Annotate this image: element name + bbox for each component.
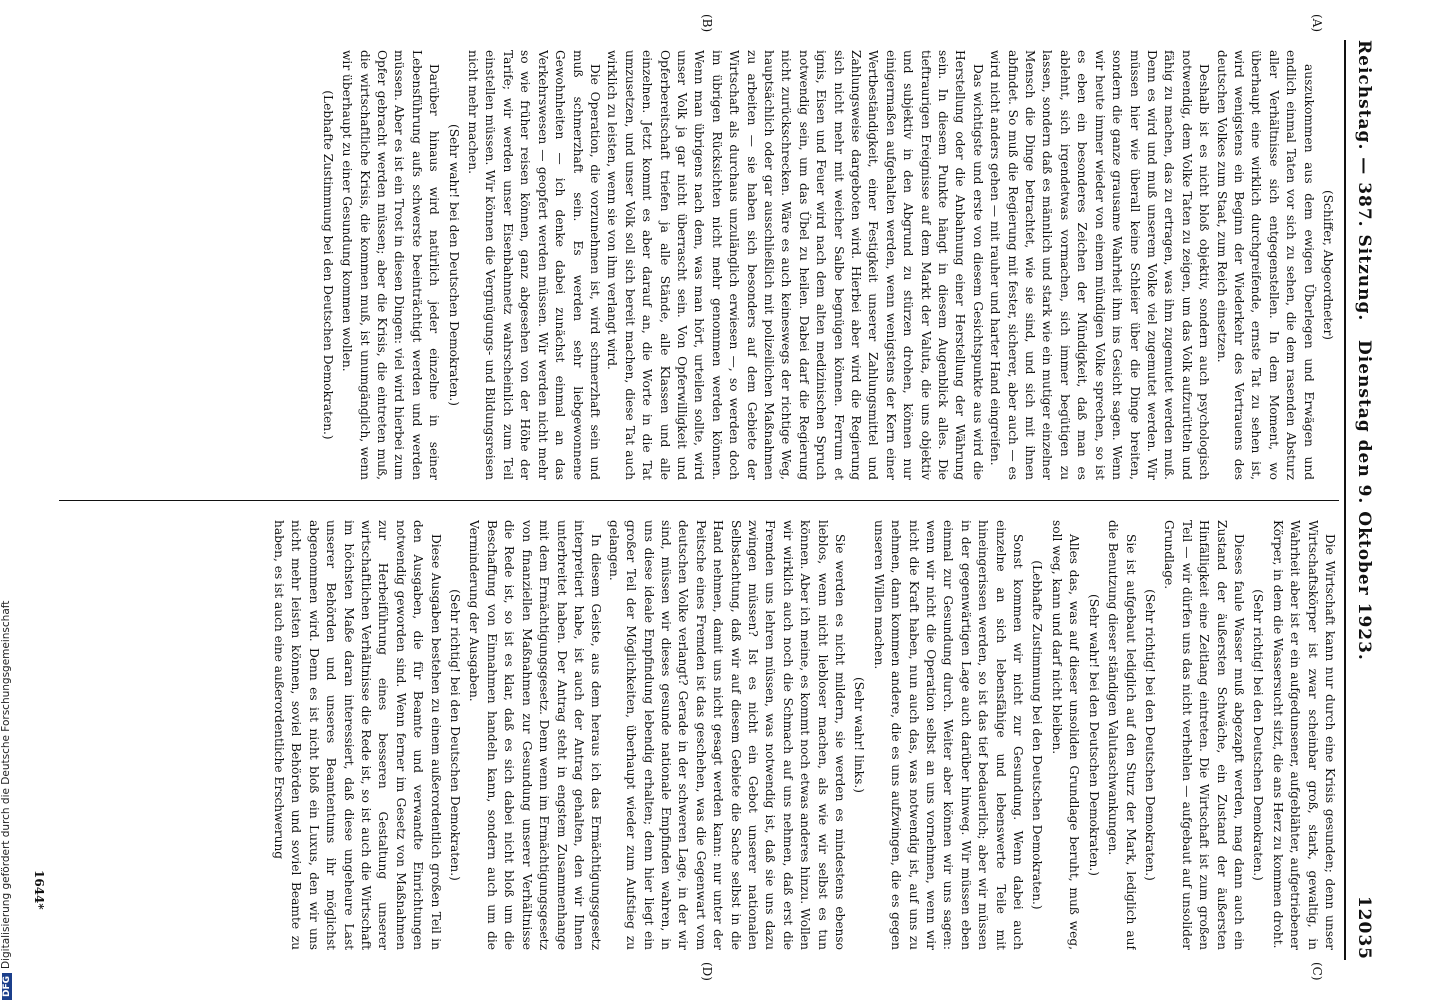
- speaker-label: (Schiffer, Abgeordneter): [1321, 189, 1335, 341]
- paragraph: Diese Ausgaben bestehen zu einem außerordentlich großen Teil in den Ausgaben, die für Beamte und verwandte Einrichtungen notwendig geworden sind. Wenn ferner im Gesetz von Maßnahmen zur Herbeiführung eines besseren Gestaltung unserer wirtschaftlichen Verhältnisse die Rede ist, so ist auch die Wirtschaft im höchsten Maße daran interessiert, daß diese ungeheure Last unserer Behörden und unseres Beamtentums ihr möglichst abgenommen wird. Denn es ist nicht bloß ein Luxus, den wir uns nicht mehr leisten können, soviel Behörden und soviel Beamte zu haben, es ist auch eine außerordentliche Erschwerung: [272, 520, 443, 950]
- interjection: (Sehr richtig! bei den Deutschen Demokraten.): [448, 589, 463, 881]
- paragraph: Die Operation, die vorzunehmen ist, wird schmerzhaft sein und muß schmerzhaft sein. Es werden sehr liebgewonnene Gewohnheiten — ich denke dabei zunächst einmal an das Verkehrswesen — geopfert werden müssen. Wir werden nicht mehr so wie früher reisen können, ganz abgesehen von der Höhe der Tarife; wir werden unser Eisenbahnnetz wahrscheinlich zum Teil einstellen müssen. Wir können die Vergnügungs- und Bildungsreisen nicht mehr machen.: [466, 50, 602, 480]
- paragraph: In diesem Geiste, aus dem heraus ich das Ermächtigungsgesetz interpretiert habe, ist auch der Antrag gehalten, den wir Ihnen unterbreitet haben. Der Antrag steht in engstem Zusammenhange mit dem Ermächtigungsgesetz. Denn wenn im Ermächtigungsgesetz von finanziellen Maßnahmen zur Gesundung unserer Verhältnisse die Rede ist, so ist es klar, daß es sich dabei nicht bloß um die Beschaffung von Einnahmen handeln kann, sondern auch um die Verminderung der Ausgaben.: [467, 520, 604, 950]
- page-header: [1344, 40, 1374, 960]
- interjection: (Lebhafte Zustimmung bei den Deutschen Demokraten.): [1030, 560, 1045, 910]
- paragraph: Alles das, was auf dieser unsoliden Grundlage beruht, muß weg, soll weg, kann und darf nicht bleiben.: [1049, 520, 1082, 950]
- page-number: 12035: [1354, 895, 1374, 960]
- interjection: (Sehr wahr! bei den Deutschen Demokraten.): [446, 123, 461, 407]
- paragraph: auszukommen aus dem ewigen Überlegen und Erwägen und endlich einmal Taten vor sich zu sehen, die dem rasenden Absturz aller Verhältnisse sich entgegenstellen. In dem Moment, wo überhaupt eine wirklich durchgreifende, ernste Tat zu sehen ist, wird wenigstens ein Beginn der Wiederkehr des Vertrauens des deutschen Volkes zum Staat, zum Reich einsetzen.: [1214, 50, 1316, 480]
- paragraph: Darüber hinaus wird natürlich jeder einzelne in seiner Lebensführung aufs schwerste beeinträchtigt werden und werden müssen. Aber es ist ein Trost in diesen Dingen: viel wird hierbei zum Opfer gebracht werden müssen; aber die Krisis, die eintreten muß, die wirtschaftliche Krisis, die kommen muß, ist unumgänglich, wenn wir überhaupt zu einer Gesundung kommen wollen.: [340, 50, 442, 480]
- margin-letter-d: (D): [700, 962, 714, 981]
- right-column: [58, 520, 1338, 950]
- paragraph: Die Wirtschaft kann nur durch eine Krisis gesunden; denn unser Wirtschaftskörper ist zwar scheinbar groß, stark, gewaltig, in Wahrheit aber ist er ein aufgedunsener, aufgeblähter, aufgetriebener Körper, in dem die Wassersucht sitzt, die ans Herz zu kommen droht.: [1270, 520, 1337, 950]
- digitization-credit: [0, 0, 20, 1000]
- left-column: [58, 50, 1338, 480]
- header-date: Dienstag den 9. Oktober 1923.: [1354, 340, 1374, 661]
- paragraph: Dieses faule Wasser muß abgezapft werden, mag dann auch ein Zustand der äußersten Schwäche, ein Zustand der äußersten Hinfälligkeit eine Zeitlang eintreten. Die Wirtschaft ist zum großen Teil — wir dürfen uns das nicht verhehlen — aufgebaut auf unsolider Grundlage.: [1162, 520, 1246, 950]
- column-divider: [59, 500, 1339, 501]
- margin-letter-a: (A): [1310, 14, 1324, 33]
- margin-letter-b: (B): [700, 14, 714, 33]
- paragraph: Sie ist aufgebaut lediglich auf den Sturz der Mark, lediglich auf die Benutzung dieser ständigen Valutaschwankungen.: [1106, 520, 1138, 950]
- paragraph: Deshalb ist es nicht bloß objektiv, sondern auch psychologisch notwendig, dem Volke Taten zu zeigen, um das Volk aufzurütteln und fähig zu machen, das zu ertragen, was ihm zugemutet werden muß. Denn es wird und muß unserem Volke viel zugemutet werden. Wir müssen hier wie überall keine Schleier über die Dinge breiten, sondern die ganze grausame Wahrheit ihm ins Gesicht sagen. Wenn wir heute immer wieder von einem mündigen Volke sprechen, so ist es eben ein besonderes Zeichen der Mündigkeit, daß man es ablehnt, sich irgendetwas vormachen, sich immer begütigen zu lassen, sondern daß es männlich und stark wie ein mutiger einzelner Mensch die Dinge betrachtet, wie sie sind, und sich mit ihnen abfindet. So muß die Regierung mit fester, sicherer, aber auch — es wird nicht anders gehen — mit rauher und harter Hand eingreifen.: [988, 50, 1212, 480]
- interjection: (Sehr wahr! links.): [852, 677, 867, 793]
- interjection: (Sehr richtig! bei den Deutschen Demokraten.): [1142, 589, 1157, 881]
- paragraph: Das wichtigste und erste von diesem Gesichtspunkte aus wird die Herstellung oder die Anbahnung einer Herstellung der Währung sein. In diesem Punkte hängt in diesem Augenblick alles. Die tieftraurigen Ereignisse auf dem Markt der Valuta, die uns objektiv und subjektiv in den Abgrund zu stürzen drohen, können nur einigermaßen aufgehalten werden, wenn wenigstens der Kern einer Wertbeständigkeit, einer Festigkeit unserer Zahlungsmittel und Zahlungsweise dargeboten wird. Hierbei aber wird die Regierung sich nicht mehr mit weicher Salbe begnügen können. Ferrum et ignis, Eisen und Feuer wird nach dem alten medizinischen Spruch notwendig sein, um das Übel zu heilen. Dabei darf die Regierung nicht zurückschrecken. Wäre es auch keineswegs der richtige Weg, hauptsächlich oder gar ausschließlich mit polizeilichen Maßnahmen zu arbeiten — sie haben sich besonders auf dem Gebiete der Wirtschaft als durchaus unzulänglich erwiesen —, so werden doch im übrigen Rücksichten nicht mehr genommen werden können. Wenn man übrigens nach dem, was man hört, urteilen sollte, wird unser Volk ja gar nicht überrascht sein. Von Opferwilligkeit und Opferbereitschaft triefen ja alle Stände, alle Klassen und alle einzelnen. Jetzt kommt es aber darauf an, die Worte in die Tat umzusetzen, und unser Volk soll sich bereit machen, diese Tat auch wirklich zu leisten, wenn sie von ihm verlangt wird.: [605, 50, 985, 480]
- paragraph: Sie werden es nicht mildern, sie werden es mindestens ebenso lieblos, wenn nicht liebloser machen, als wie wir selbst es tun können. Aber ich meine, es kommt noch etwas anderes hinzu. Wollen wir wirklich auch noch die Schmach auf uns nehmen, daß erst die Fremden uns lehren müssen, was notwendig ist, daß sie uns dazu zwingen müssen? Ist es nicht ein Gebot unserer nationalen Selbstachtung, daß wir auf diesem Gebiete die Sache selbst in die Hand nehmen, damit uns nicht gesagt werden kann: nur unter der Peitsche eines Fremden ist das geschehen, was die Gegenwart vom deutschen Volke verlangt? Gerade in der schweren Lage, in der wir sind, müssen wir dieses gesunde nationale Empfinden wahren, in uns diese ideale Empfindung lebendig erhalten; denn hier liegt ein großer Teil der Möglichkeiten, überhaupt wieder zum Aufstieg zu gelangen.: [606, 520, 848, 950]
- paragraph: Sonst kommen wir nicht zur Gesundung. Wenn dabei auch einzelne an sich lebensfähige und lebenswerte Teile mit hineingerissen werden, so ist das tief bedauerlich; aber wir müssen in der gegenwärtigen Lage auch darüber hinweg. Wir müssen eben einmal zur Gesundung durch. Weiter aber können wir uns sagen: wenn wir nicht die Operation selbst an uns vornehmen, wenn wir nicht die Kraft haben, nun auch das, was notwendig ist, auf uns zu nehmen, dann kommen andere, die es uns aufzwingen, die es gegen unseren Willen machen.: [871, 520, 1026, 950]
- header-rule: [1344, 40, 1346, 960]
- dfg-logo-icon: DFG: [2, 973, 12, 1000]
- footer-number: 1644*: [32, 870, 46, 910]
- interjection: (Sehr wahr! bei den Deutschen Demokraten.): [1086, 593, 1101, 877]
- credit-text: Digitalisierung gefördert durch die Deutsche Forschungsgemeinschaft: [0, 600, 12, 969]
- header-session: Reichstag. — 387. Sitzung.: [1354, 40, 1374, 322]
- interjection: (Sehr richtig! bei den Deutschen Demokraten.): [1251, 589, 1266, 881]
- margin-letter-c: (C): [1310, 962, 1324, 981]
- interjection: (Lebhafte Zustimmung bei den Deutschen Demokraten.): [320, 90, 335, 440]
